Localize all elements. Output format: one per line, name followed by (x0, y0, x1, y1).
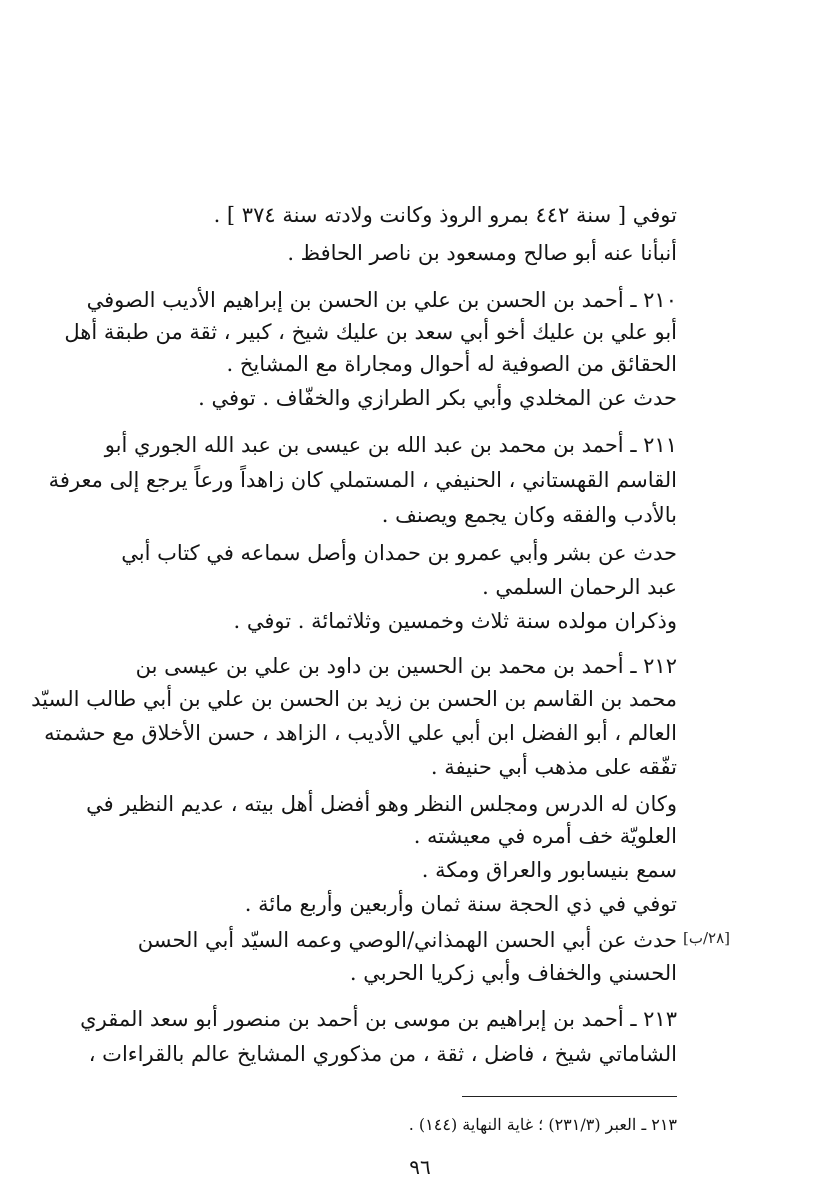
entry-heading: ٢١٠ ـ أحمد بن الحسن بن علي بن الحسن بن إبراهيم الأديب الصوفي (86, 288, 677, 312)
margin-folio-note: [٢٨/ب] (683, 929, 731, 947)
entry-heading: ٢١١ ـ أحمد بن محمد بن عبد الله بن عيسى بن عبد الله الجوري أبو (104, 433, 677, 457)
text-line: حدث عن أبي الحسن الهمذاني/الوصي وعمه السيّد أبي الحسن (137, 928, 677, 952)
text-line: وكان له الدرس ومجلس النظر وهو أفضل أهل بيته ، عديم النظير في (86, 792, 677, 816)
text-line: الشاماتي شيخ ، فاضل ، ثقة ، من مذكوري المشايخ عالم بالقراءات ، (88, 1042, 677, 1066)
text-line: الحقائق من الصوفية له أحوال ومجاراة مع المشايخ . (226, 352, 677, 376)
text-line: محمد بن القاسم بن الحسن بن زيد بن الحسن بن علي بن أبي طالب السيّد (31, 687, 677, 711)
text-line: العلويّة خف أمره في معيشته . (413, 824, 677, 848)
text-line: بالأدب والفقه وكان يجمع ويصنف . (381, 503, 677, 527)
text-line: وذكران مولده سنة ثلاث وخمسين وثلاثمائة . توفي . (233, 609, 677, 633)
text-line: توفي [ سنة ٤٤٢ بمرو الروذ وكانت ولادته سنة ٣٧٤ ] . (213, 203, 677, 227)
text-line: تفّقه على مذهب أبي حنيفة . (430, 755, 677, 779)
text-line: الحسني والخفاف وأبي زكريا الحربي . (349, 961, 677, 985)
page-number: ٩٦ (409, 1155, 431, 1179)
text-line: حدث عن المخلدي وأبي بكر الطرازي والخفّاف . توفي . (198, 386, 677, 410)
text-line: العالم ، أبو الفضل ابن أبي علي الأديب ، الزاهد ، حسن الأخلاق مع حشمته (44, 721, 677, 745)
text-line: أنبأنا عنه أبو صالح ومسعود بن ناصر الحافظ . (287, 241, 677, 265)
footnote: ٢١٣ ـ العبر (٢٣١/٣) ؛ غاية النهاية (١٤٤) . (408, 1115, 677, 1134)
text-line: توفي في ذي الحجة سنة ثمان وأربعين وأربع مائة . (244, 892, 677, 916)
text-line: سمع بنيسابور والعراق ومكة . (421, 858, 677, 882)
text-line: القاسم القهستاني ، الحنيفي ، المستملي كان زاهداً ورعاً يرجع إلى معرفة (48, 468, 677, 492)
text-line: حدث عن بشر وأبي عمرو بن حمدان وأصل سماعه في كتاب أبي (121, 541, 677, 565)
entry-heading: ٢١٣ ـ أحمد بن إبراهيم بن موسى بن أحمد بن منصور أبو سعد المقري (80, 1007, 677, 1031)
entry-heading: ٢١٢ ـ أحمد بن محمد بن الحسين بن داود بن علي بن عيسى بن (135, 654, 677, 678)
footnote-divider (462, 1096, 677, 1097)
text-line: أبو علي بن عليك أخو أبي سعد بن عليك شيخ ، كبير ، ثقة من طبقة أهل (64, 320, 677, 344)
text-line: عبد الرحمان السلمي . (482, 575, 677, 599)
